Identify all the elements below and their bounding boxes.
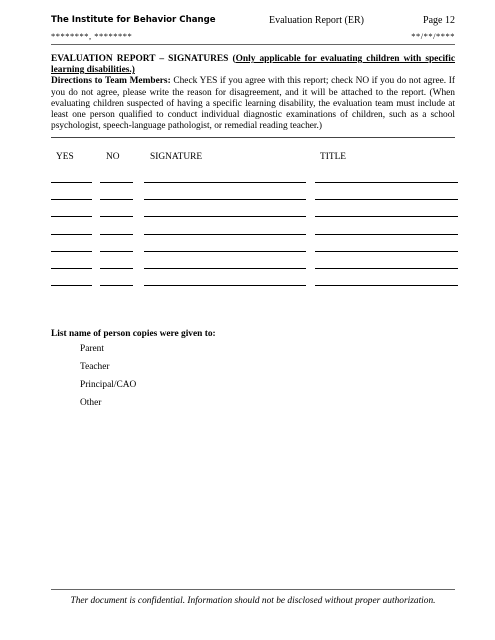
title-blank[interactable] [315,234,458,235]
no-blank[interactable] [100,182,133,183]
recipient-list [51,344,216,409]
header-divider [51,44,455,45]
signature-column-headers [51,152,455,164]
title-blank[interactable] [315,251,458,252]
yes-blank[interactable] [51,268,92,269]
copies-section [51,329,216,409]
no-blank[interactable] [100,251,133,252]
yes-blank[interactable] [51,285,92,286]
column-header-title: TITLE [320,152,347,162]
title-blank[interactable] [315,182,458,183]
yes-blank[interactable] [51,182,92,183]
section-title-note: Only applicable for evaluating children with specific learning disabilities.) [51,54,455,76]
section-title: EVALUATION REPORT – SIGNATURES (Only applicable for evaluating children with specific learning disabilities.) [51,54,455,76]
yes-blank[interactable] [51,234,92,235]
signature-blank[interactable] [144,251,306,252]
student-name: ********, ******** [51,31,133,41]
signature-rows [51,180,455,300]
signature-blank[interactable] [144,234,306,235]
column-header-signature: SIGNATURE [150,152,203,162]
report-date: **/**/**** [411,31,455,41]
directions-label: Directions to Team Members: [51,76,171,87]
section-divider [51,137,455,138]
signature-row [51,197,455,214]
yes-blank[interactable] [51,216,92,217]
no-blank[interactable] [100,199,133,200]
recipient-item: Other [80,398,102,408]
signature-row [51,249,455,266]
title-blank[interactable] [315,268,458,269]
directions-paragraph [51,76,455,132]
signature-row [51,283,455,300]
copies-label: List name of person copies were given to: [51,329,216,339]
header-subline [51,31,455,41]
confidentiality-footer: Ther document is confidential. Information should not be disclosed without proper authorization. [70,596,436,606]
organization-name: The Institute for Behavior Change [51,15,216,25]
column-header-no: NO [106,152,120,162]
signatures-section [51,54,455,132]
recipient-item: Teacher [80,362,110,372]
recipient-item: Principal/CAO [80,380,137,390]
signature-blank[interactable] [144,268,306,269]
no-blank[interactable] [100,268,133,269]
title-blank[interactable] [315,199,458,200]
no-blank[interactable] [100,285,133,286]
footer-divider [51,589,455,590]
directions-text: Check YES if you agree with this report; check NO if you do not agree. If you do not agree, please write the reason for disagreement, and it will be attached to the report. (When evaluating children suspected of having a specific learning disability, the evaluation team must include at least one person qualified to conduct individual diagnostic examinations of children, such as a school psychologist, speech-language pathologist, or remedial reading teacher.) [51,76,456,132]
yes-blank[interactable] [51,199,92,200]
signature-blank[interactable] [144,216,306,217]
title-blank[interactable] [315,216,458,217]
signature-blank[interactable] [144,285,306,286]
signature-blank[interactable] [144,199,306,200]
signature-row [51,180,455,197]
no-blank[interactable] [100,234,133,235]
column-header-yes: YES [56,152,74,162]
signature-row [51,214,455,231]
no-blank[interactable] [100,216,133,217]
page-number: Page 12 [423,15,455,26]
signature-row [51,266,455,283]
signature-blank[interactable] [144,182,306,183]
yes-blank[interactable] [51,251,92,252]
recipient-item: Parent [80,344,104,354]
document-title: Evaluation Report (ER) [269,15,364,26]
signature-row [51,232,455,249]
page-header [51,15,455,29]
title-blank[interactable] [315,285,458,286]
